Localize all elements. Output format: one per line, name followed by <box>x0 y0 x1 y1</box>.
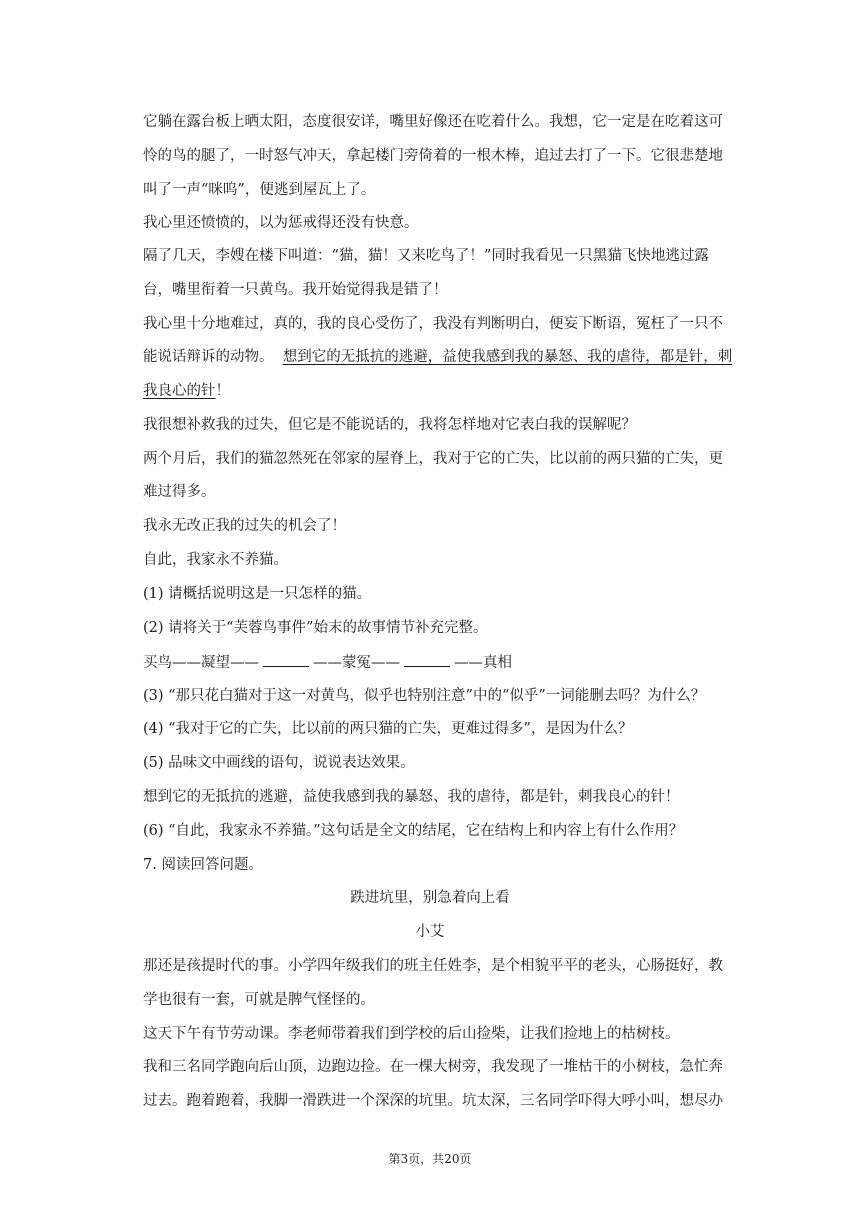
paragraph-line: 怜的鸟的腿了，一时怒气冲天，拿起楼门旁倚着的一根木棒，追过去打了一下。它很悲楚地 <box>143 148 723 164</box>
paragraph-line: 我心里十分地难过，真的，我的良心受伤了，我没有判断明白，便妄下断语，冤枉了一只不 <box>143 316 723 332</box>
paragraph-line: 学也很有一套，可就是脾气怪怪的。 <box>143 992 375 1008</box>
answer-blank-1[interactable] <box>263 652 309 667</box>
paragraph-line <box>143 381 753 401</box>
paragraph-line: 台，嘴里衔着一只黄鸟。我开始觉得我是错了！ <box>143 282 448 298</box>
plot-sequence <box>143 652 753 673</box>
answer-blank-2[interactable] <box>404 652 450 667</box>
question-4: (4) “我对于它的亡失，比以前的两只猫的亡失，更难过得多”，是因为什么？ <box>143 721 633 737</box>
paragraph-line: 那还是孩提时代的事。小学四年级我们的班主任姓李，是个相貌平平的老头，心肠挺好，教 <box>143 958 723 974</box>
article-author: 小艾 <box>415 924 445 940</box>
paragraph-line: 这天下午有节劳动课。李老师带着我们到学校的后山捡柴，让我们捡地上的枯树枝。 <box>143 1026 680 1042</box>
plot-step: ——真相 <box>454 655 512 671</box>
underlined-sentence-end: 我良心的针 <box>143 383 216 399</box>
quoted-sentence: 想到它的无抵抗的逃避，益使我感到我的暴怒、我的虐待，都是针，刺我良心的针！ <box>143 789 680 805</box>
question-5: (5) 品味文中画线的语句，说说表达效果。 <box>143 755 415 771</box>
paragraph-line: 过去。跑着跑着，我脚一滑跌进一个深深的坑里。坑太深，三名同学吓得大呼小叫，想尽办 <box>143 1093 723 1109</box>
paragraph-line: 它躺在露台板上晒太阳，态度很安详，嘴里好像还在吃着什么。我想，它一定是在吃着这可 <box>143 114 723 130</box>
paragraph-line: 自此，我家永不养猫。 <box>143 552 288 568</box>
paragraph-line: 难过得多。 <box>143 484 216 500</box>
paragraph-line <box>143 347 753 367</box>
plain-text: ！ <box>215 383 230 399</box>
plain-text: 能说话辩诉的动物。 <box>143 349 274 365</box>
paragraph-line: 我和三名同学跑向后山顶，边跑边捡。在一棵大树旁，我发现了一堆枯干的小树枝，急忙奔 <box>143 1059 723 1075</box>
question-2: (2) 请将关于“芙蓉鸟事件”始末的故事情节补充完整。 <box>143 620 488 636</box>
question-3: (3) “那只花白猫对于这一对黄鸟，似乎也特别注意”中的“似乎”一词能删去吗？为什么？ <box>143 688 706 704</box>
paragraph-line: 两个月后，我们的猫忽然死在邻家的屋脊上，我对于它的亡失，比以前的两只猫的亡失，更 <box>143 451 723 467</box>
question-1: (1) 请概括说明这是一只怎样的猫。 <box>143 586 372 602</box>
question-6: (6) “自此，我家永不养猫。”这句话是全文的结尾，它在结构上和内容上有什么作用？ <box>143 823 684 839</box>
paragraph-line: 我很想补救我的过失，但它是不能说话的，我将怎样地对它表白我的误解呢？ <box>143 417 636 433</box>
plot-step: ——蒙冤—— <box>313 655 400 671</box>
section-7-heading: 7. 阅读回答问题。 <box>143 857 263 873</box>
plot-step: 买鸟——凝望—— <box>143 655 259 671</box>
paragraph-line: 我永无改正我的过失的机会了！ <box>143 518 346 534</box>
paragraph-line: 叫了一声“咪呜”，便逃到屋瓦上了。 <box>143 182 376 198</box>
paragraph-line: 隔了几天，李嫂在楼下叫道：“猫，猫！又来吃鸟了！”同时我看见一只黑猫飞快地逃过露 <box>143 248 709 264</box>
underlined-sentence: 想到它的无抵抗的逃避，益使我感到我的暴怒、我的虐待，都是针，刺 <box>282 349 733 365</box>
paragraph-line: 我心里还愤愤的，以为惩戒得还没有快意。 <box>143 215 419 231</box>
article-title: 跌进坑里，别急着向上看 <box>350 890 510 906</box>
page-footer: 第3页，共20页 <box>388 1152 472 1166</box>
